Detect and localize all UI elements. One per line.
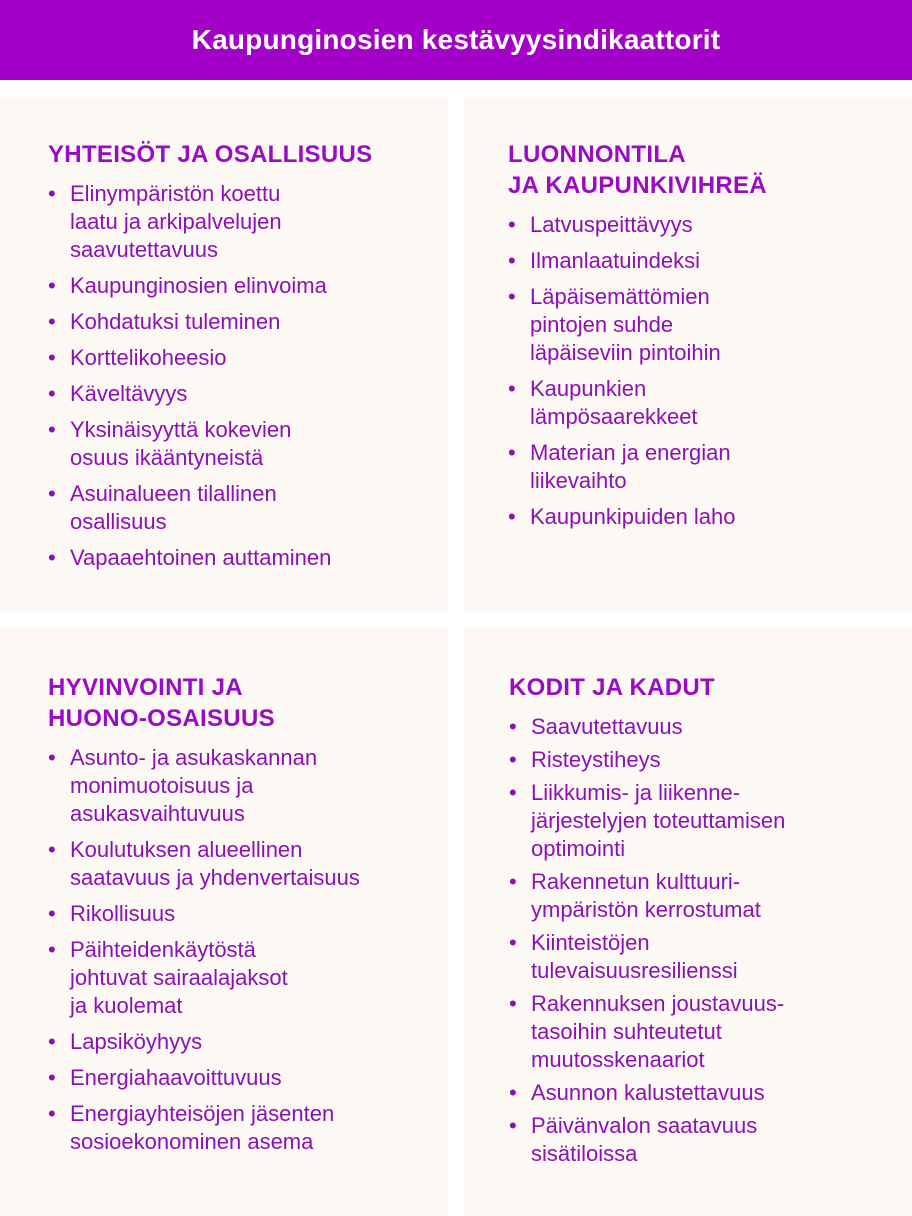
list-item: • Rikollisuus [48,900,448,928]
list-item: • Kiinteistöjen tulevaisuusresilienssi [509,929,912,985]
list-item: • Energiayhteisöjen jäsenten sosioekonominen asema [48,1100,448,1156]
list-item: • Kaupunkipuiden laho [508,503,912,531]
list-item: • Asunto- ja asukaskannan monimuotoisuus ja asukasvaihtuvuus [48,744,448,828]
list-item: • Päivänvalon saatavuus sisätiloissa [509,1112,912,1168]
panel-communities [0,97,448,613]
panel-homes-streets [464,628,912,1216]
list-item: • Kaupunginosien elinvoima [48,272,448,300]
panel-heading: HYVINVOINTI JA HUONO-OSAISUUS [48,674,275,732]
list-item: • Latvuspeittävyys [508,211,912,239]
list-item: • Läpäisemättömien pintojen suhde läpäiseviin pintoihin [508,283,912,367]
panel-heading: LUONNONTILA JA KAUPUNKIVIHREÄ [508,141,767,199]
title-banner [0,0,912,80]
list-item: • Risteystiheys [509,746,912,774]
indicator-list [48,744,448,1156]
list-item: • Energiahaavoittuvuus [48,1064,448,1092]
indicator-list [509,713,912,1168]
panel-heading: KODIT JA KADUT [509,674,715,701]
list-item: • Korttelikoheesio [48,344,448,372]
list-item: • Liikkumis- ja liikenne- järjestelyjen toteuttamisen optimointi [509,779,912,863]
list-item: • Koulutuksen alueellinen saatavuus ja yhdenvertaisuus [48,836,448,892]
list-item: • Ilmanlaatuindeksi [508,247,912,275]
list-item: • Elinympäristön koettu laatu ja arkipalvelujen saavutettavuus [48,180,448,264]
list-item: • Rakennuksen joustavuus- tasoihin suhteutetut muutosskenaariot [509,990,912,1074]
list-item: • Materian ja energian liikevaihto [508,439,912,495]
indicator-list [48,180,448,572]
list-item: • Vapaaehtoinen auttaminen [48,544,448,572]
list-item: • Käveltävyys [48,380,448,408]
list-item: • Kaupunkien lämpösaarekkeet [508,375,912,431]
panel-heading: YHTEISÖT JA OSALLISUUS [48,141,373,168]
list-item: • Yksinäisyyttä kokevien osuus ikääntyneistä [48,416,448,472]
indicator-list [508,211,912,531]
list-item: • Rakennetun kulttuuri- ympäristön kerrostumat [509,868,912,924]
list-item: • Lapsiköyhyys [48,1028,448,1056]
list-item: • Kohdatuksi tuleminen [48,308,448,336]
list-item: • Päihteidenkäytöstä johtuvat sairaalajaksot ja kuolemat [48,936,448,1020]
list-item: • Saavutettavuus [509,713,912,741]
panel-nature [464,97,912,613]
list-item: • Asunnon kalustettavuus [509,1079,912,1107]
list-item: • Asuinalueen tilallinen osallisuus [48,480,448,536]
panel-wellbeing [0,628,448,1216]
page-title: Kaupunginosien kestävyysindikaattorit [191,24,721,55]
